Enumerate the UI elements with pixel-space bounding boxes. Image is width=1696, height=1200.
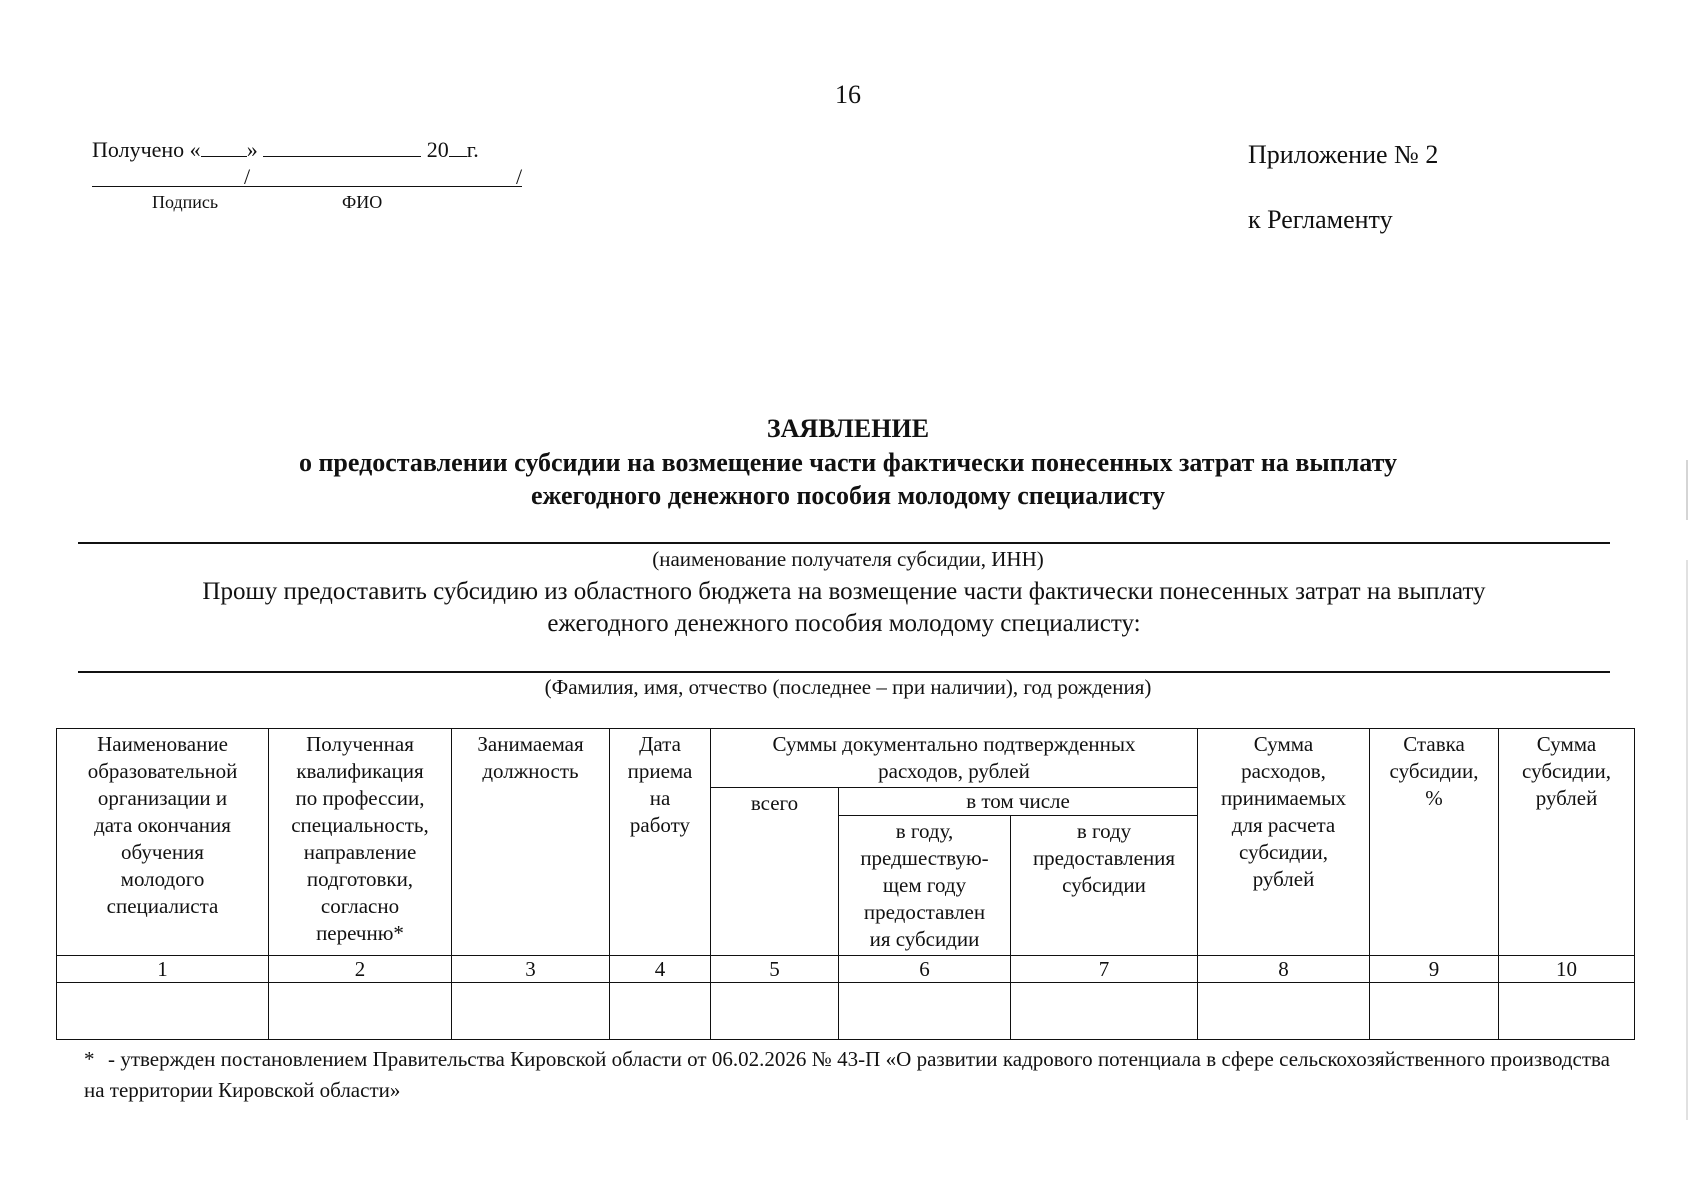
entry-cell-qualification[interactable] — [269, 983, 452, 1040]
receipt-prefix: Получено « — [92, 137, 201, 162]
header-accepted-expenses: Сумма расходов, принимаемых для расчета субсидии, рублей — [1198, 729, 1370, 956]
entry-cell-subsidy-amount[interactable] — [1499, 983, 1635, 1040]
receipt-line — [92, 136, 479, 163]
header-qualification: Полученная квалификация по профессии, специальность, направление подготовки, согласно перечню* — [269, 729, 452, 956]
recipient-caption: (наименование получателя субсидии, ИНН) — [652, 547, 1044, 571]
entry-cell-previous-year[interactable] — [839, 983, 1011, 1040]
receipt-year-blank[interactable] — [449, 136, 467, 157]
column-number: 7 — [1011, 956, 1198, 983]
signature-slash: / — [244, 164, 251, 189]
column-number: 4 — [610, 956, 711, 983]
entry-cell-institution[interactable] — [57, 983, 269, 1040]
scan-edge-mark — [1686, 560, 1688, 1120]
footnote-text: - утвержден постановлением Правительства Кировской области от 06.02.2026 № 43-П «О развитии кадрового потенциала в сфере сельскохозяйственного производства на территории Кировской области» — [84, 1047, 1610, 1102]
document-subtitle-line2: ежегодного денежного пособия молодому специалисту — [530, 481, 1166, 510]
appendix-reference: к Регламенту — [1248, 205, 1393, 234]
column-number-row — [57, 956, 1635, 983]
entry-cell-hire-date[interactable] — [610, 983, 711, 1040]
receipt-mid: » — [246, 137, 258, 162]
header-subsidy-rate: Ставка субсидии, % — [1370, 729, 1499, 956]
signature-line[interactable] — [92, 186, 522, 187]
receipt-year-suffix: г. — [466, 137, 479, 162]
subsidy-table — [56, 728, 1635, 1040]
footnote — [84, 1044, 1610, 1106]
page-number: 16 — [835, 80, 861, 109]
specialist-caption: (Фамилия, имя, отчество (последнее – при наличии), год рождения) — [544, 675, 1152, 699]
request-text-line2: ежегодного денежного пособия молодому специалисту: — [547, 610, 1141, 637]
recipient-fill-line[interactable] — [78, 542, 1610, 544]
entry-cell-position[interactable] — [452, 983, 610, 1040]
entry-cell-subsidy-rate[interactable] — [1370, 983, 1499, 1040]
header-including: в том числе — [839, 788, 1198, 816]
column-number: 6 — [839, 956, 1011, 983]
header-previous-year: в году, предшествую- щем году предоставлен ия субсидии — [839, 816, 1011, 956]
column-number: 2 — [269, 956, 452, 983]
name-label: ФИО — [342, 192, 383, 212]
column-number: 5 — [711, 956, 839, 983]
column-number: 8 — [1198, 956, 1370, 983]
header-institution: Наименование образовательной организации и дата окончания обучения молодого специалиста — [57, 729, 269, 956]
document-subtitle-line1: о предоставлении субсидии на возмещение части фактически понесенных затрат на выплату — [298, 448, 1398, 477]
receipt-year-prefix: 20 — [426, 137, 449, 162]
header-confirmed-expenses: Суммы документально подтвержденных расходов, рублей — [711, 729, 1198, 788]
header-subsidy-amount: Сумма субсидии, рублей — [1499, 729, 1635, 956]
header-current-year: в году предоставления субсидии — [1011, 816, 1198, 956]
request-text-line1: Прошу предоставить субсидию из областного бюджета на возмещение части фактически понесенных затрат на выплату — [202, 578, 1486, 605]
signature-label: Подпись — [152, 192, 219, 212]
receipt-day-blank[interactable] — [201, 136, 247, 157]
name-slash: / — [516, 164, 523, 189]
scan-edge-mark — [1686, 460, 1688, 520]
column-number: 10 — [1499, 956, 1635, 983]
receipt-month-blank[interactable] — [263, 136, 421, 157]
header-hire-date: Дата приема на работу — [610, 729, 711, 956]
column-number: 3 — [452, 956, 610, 983]
entry-cell-accepted-expenses[interactable] — [1198, 983, 1370, 1040]
header-total: всего — [711, 788, 839, 956]
entry-cell-total[interactable] — [711, 983, 839, 1040]
header-position: Занимаемая должность — [452, 729, 610, 956]
column-number: 1 — [57, 956, 269, 983]
column-number: 9 — [1370, 956, 1499, 983]
appendix-number: Приложение № 2 — [1248, 140, 1439, 169]
specialist-fill-line[interactable] — [78, 671, 1610, 673]
document-title: ЗАЯВЛЕНИЕ — [766, 414, 930, 443]
footnote-marker: * — [84, 1047, 95, 1071]
entry-cell-current-year[interactable] — [1011, 983, 1198, 1040]
data-entry-row — [57, 983, 1635, 1040]
